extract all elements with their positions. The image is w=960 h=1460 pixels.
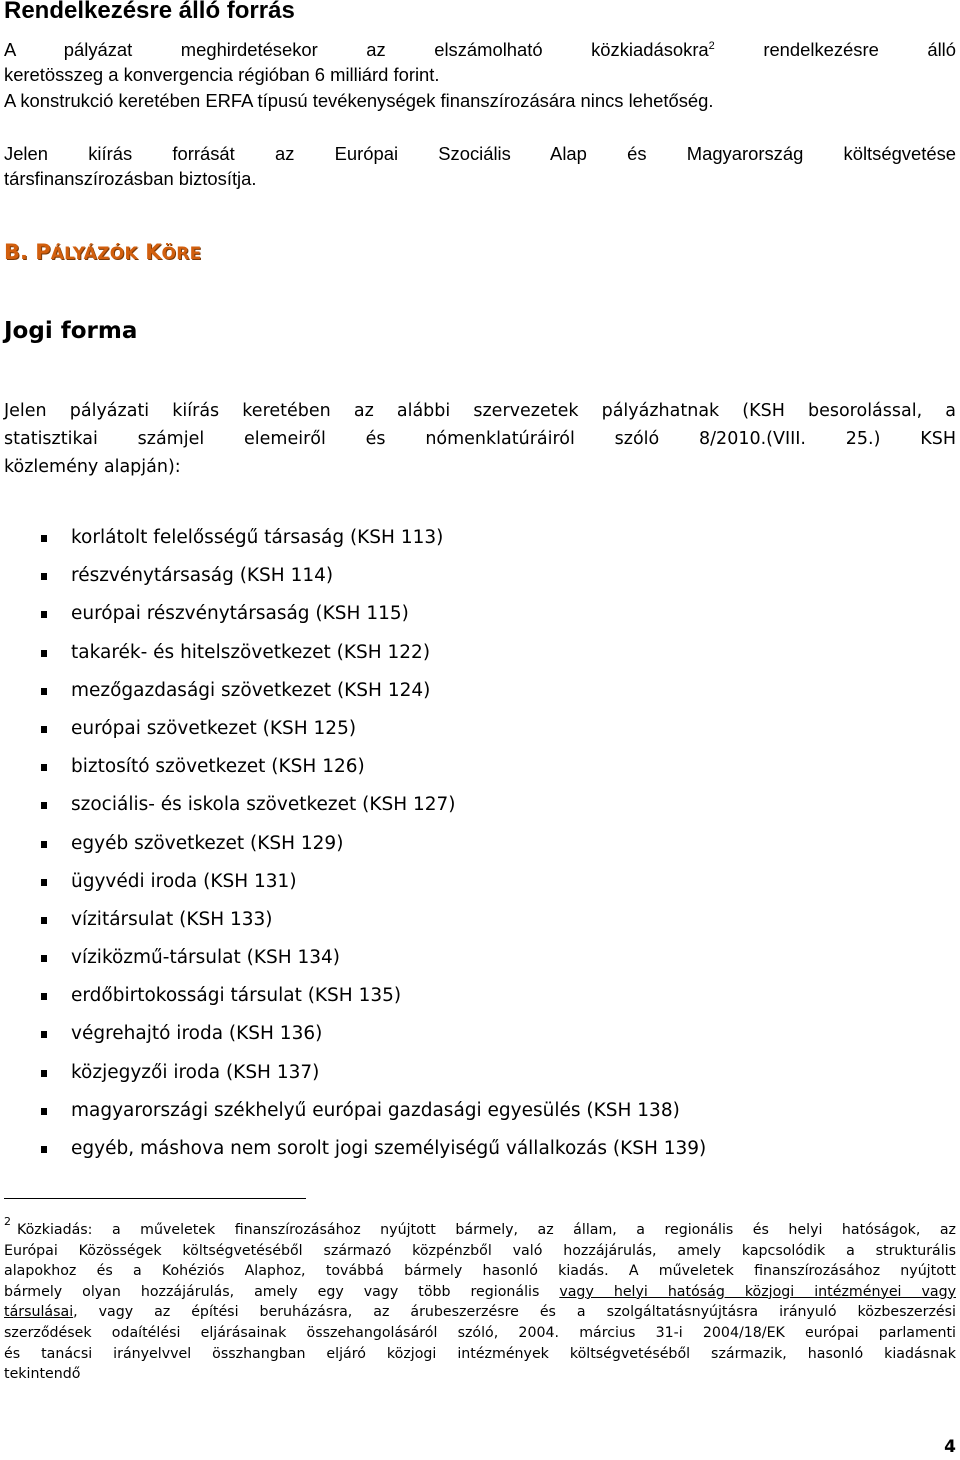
section-initial: P [35,240,51,264]
footnote-line: Európai Közösségek költségvetéséből származó közpénzből való hozzájárulás, amely kapcsolódik a strukturális [4,1242,956,1259]
footnote [4,1215,956,1385]
footnote-line: és tanácsi irányelvvel összhangban eljáró közjogi intézmények költségvetéséből származik, hasonló kiadásnak [4,1345,956,1362]
footnote-line: tekintendő [4,1366,81,1383]
footnote-line: szerződések odaítélési eljárásainak összehangolásáról szóló, 2004. március 31-i 2004/18/EK európai parlamenti [4,1324,956,1341]
heading-rendelkezesre-allo-forras: Rendelkezésre álló forrás [4,0,295,24]
list-item [0,788,706,826]
text-fragment: Közkiadás: a műveletek finanszírozásához nyújtott bármely, az állam, a regionális és helyi hatóságok, az [17,1222,956,1238]
square-bullet-icon [41,764,47,771]
list-item [0,1056,706,1094]
footnote-line [4,1215,956,1241]
paragraph-line: keretösszeg a konvergencia régióban 6 milliárd forint. [4,64,440,85]
list-item-text: közjegyzői iroda (KSH 137) [71,1061,320,1083]
square-bullet-icon [41,1146,47,1153]
list-item-text: biztosító szövetkezet (KSH 126) [71,756,365,778]
square-bullet-icon [41,802,47,809]
square-bullet-icon [41,841,47,848]
list-item-text: erdőbirtokossági társulat (KSH 135) [71,985,402,1007]
text-fragment: A pályázat meghirdetésekor az elszámolható közkiadásokra [4,39,709,60]
paragraph-erfa [4,88,956,113]
footnote-line: alapokhoz és a Kohéziós Alaphoz, továbbá bármely hasonló kiadás. A műveletek finanszírozásához nyújtott [4,1263,956,1280]
legal-forms-list [0,521,706,1170]
list-item [0,712,706,750]
heading-jogi-forma: Jogi forma [4,318,138,344]
paragraph-line: közlemény alapján): [4,457,181,477]
list-item-text: takarék- és hitelszövetkezet (KSH 122) [71,641,431,663]
list-item [0,750,706,788]
list-item-text: vízitársulat (KSH 133) [71,908,273,930]
square-bullet-icon [41,573,47,580]
square-bullet-icon [41,1070,47,1077]
list-item-text: egyéb, máshova nem sorolt jogi személyiségű vállalkozás (KSH 139) [71,1138,707,1159]
list-item [0,521,706,559]
list-item [0,865,706,903]
list-item [0,597,706,635]
list-item [0,903,706,941]
list-item-text: ügyvédi iroda (KSH 131) [71,870,297,892]
footnote-number: 2 [4,1215,11,1228]
square-bullet-icon [41,650,47,657]
underlined-text: társulásai [4,1304,74,1321]
text-fragment: bármely olyan hozzájárulás, amely egy vagy több regionális [4,1283,560,1300]
list-item-text: európai szövetkezet (KSH 125) [71,717,357,739]
paragraph-intro [4,397,956,481]
section-initial: K [145,240,162,264]
list-item-text: részvénytársaság (KSH 114) [71,565,334,587]
square-bullet-icon [41,1108,47,1115]
footnote-line [4,1302,956,1323]
list-item [0,1017,706,1055]
square-bullet-icon [41,611,47,618]
paragraph-forras [4,141,956,191]
paragraph-line: társfinanszírozásban biztosítja. [4,168,257,189]
list-item [0,827,706,865]
list-item-text: végrehajtó iroda (KSH 136) [71,1023,323,1045]
list-item [0,674,706,712]
section-rest: ÖRE [161,244,202,264]
paragraph-keretosszeg [4,37,956,87]
square-bullet-icon [41,879,47,886]
list-item-text: szociális- és iskola szövetkezet (KSH 127) [71,794,456,816]
square-bullet-icon [41,955,47,962]
list-item-text: víziközmű-társulat (KSH 134) [71,947,341,969]
list-item-text: egyéb szövetkezet (KSH 129) [71,832,344,854]
square-bullet-icon [41,688,47,695]
paragraph-line: Jelen kiírás forrását az Európai Szociális Alap és Magyarország költségvetése [4,143,956,164]
list-item [0,636,706,674]
list-item [0,559,706,597]
text-fragment: , vagy az építési beruházásra, az árubeszerzésre és a szolgáltatásnyújtásra irányuló közbeszerzési [73,1304,956,1321]
footnote-separator [4,1198,306,1199]
list-item-text: európai részvénytársaság (KSH 115) [71,603,409,625]
paragraph-line: statisztikai számjel elemeiről és nómenklatúráiról szóló 8/2010.(VIII. 25.) KSH [4,429,956,449]
list-item-text: magyarországi székhelyű európai gazdasági egyesülés (KSH 138) [71,1099,680,1121]
paragraph-line [4,37,956,62]
list-item-text: mezőgazdasági szövetkezet (KSH 124) [71,679,431,701]
paragraph-line: Jelen pályázati kiírás keretében az alábbi szervezetek pályázhatnak (KSH besorolással, a [4,401,956,421]
underlined-text: vagy helyi hatóság közjogi intézményei vagy [559,1283,956,1300]
page-number: 4 [944,1437,956,1457]
list-item [0,941,706,979]
list-item [0,1132,706,1170]
paragraph-line: A konstrukció keretében ERFA típusú tevékenységek finanszírozására nincs lehetőség. [4,90,714,111]
list-item [0,1094,706,1132]
list-item [0,979,706,1017]
square-bullet-icon [41,993,47,1000]
square-bullet-icon [41,535,47,542]
section-letter: B. [4,240,28,264]
text-fragment: rendelkezésre álló [714,39,956,60]
section-rest: ÁLYÁZÓK [50,244,138,264]
footnote-reference[interactable]: 2 [708,40,715,52]
list-item-text: korlátolt felelősségű társaság (KSH 113) [71,527,444,548]
square-bullet-icon [41,917,47,924]
square-bullet-icon [41,1031,47,1038]
square-bullet-icon [41,726,47,733]
footnote-line [4,1282,956,1303]
section-heading-palyazok-kore [4,238,202,268]
